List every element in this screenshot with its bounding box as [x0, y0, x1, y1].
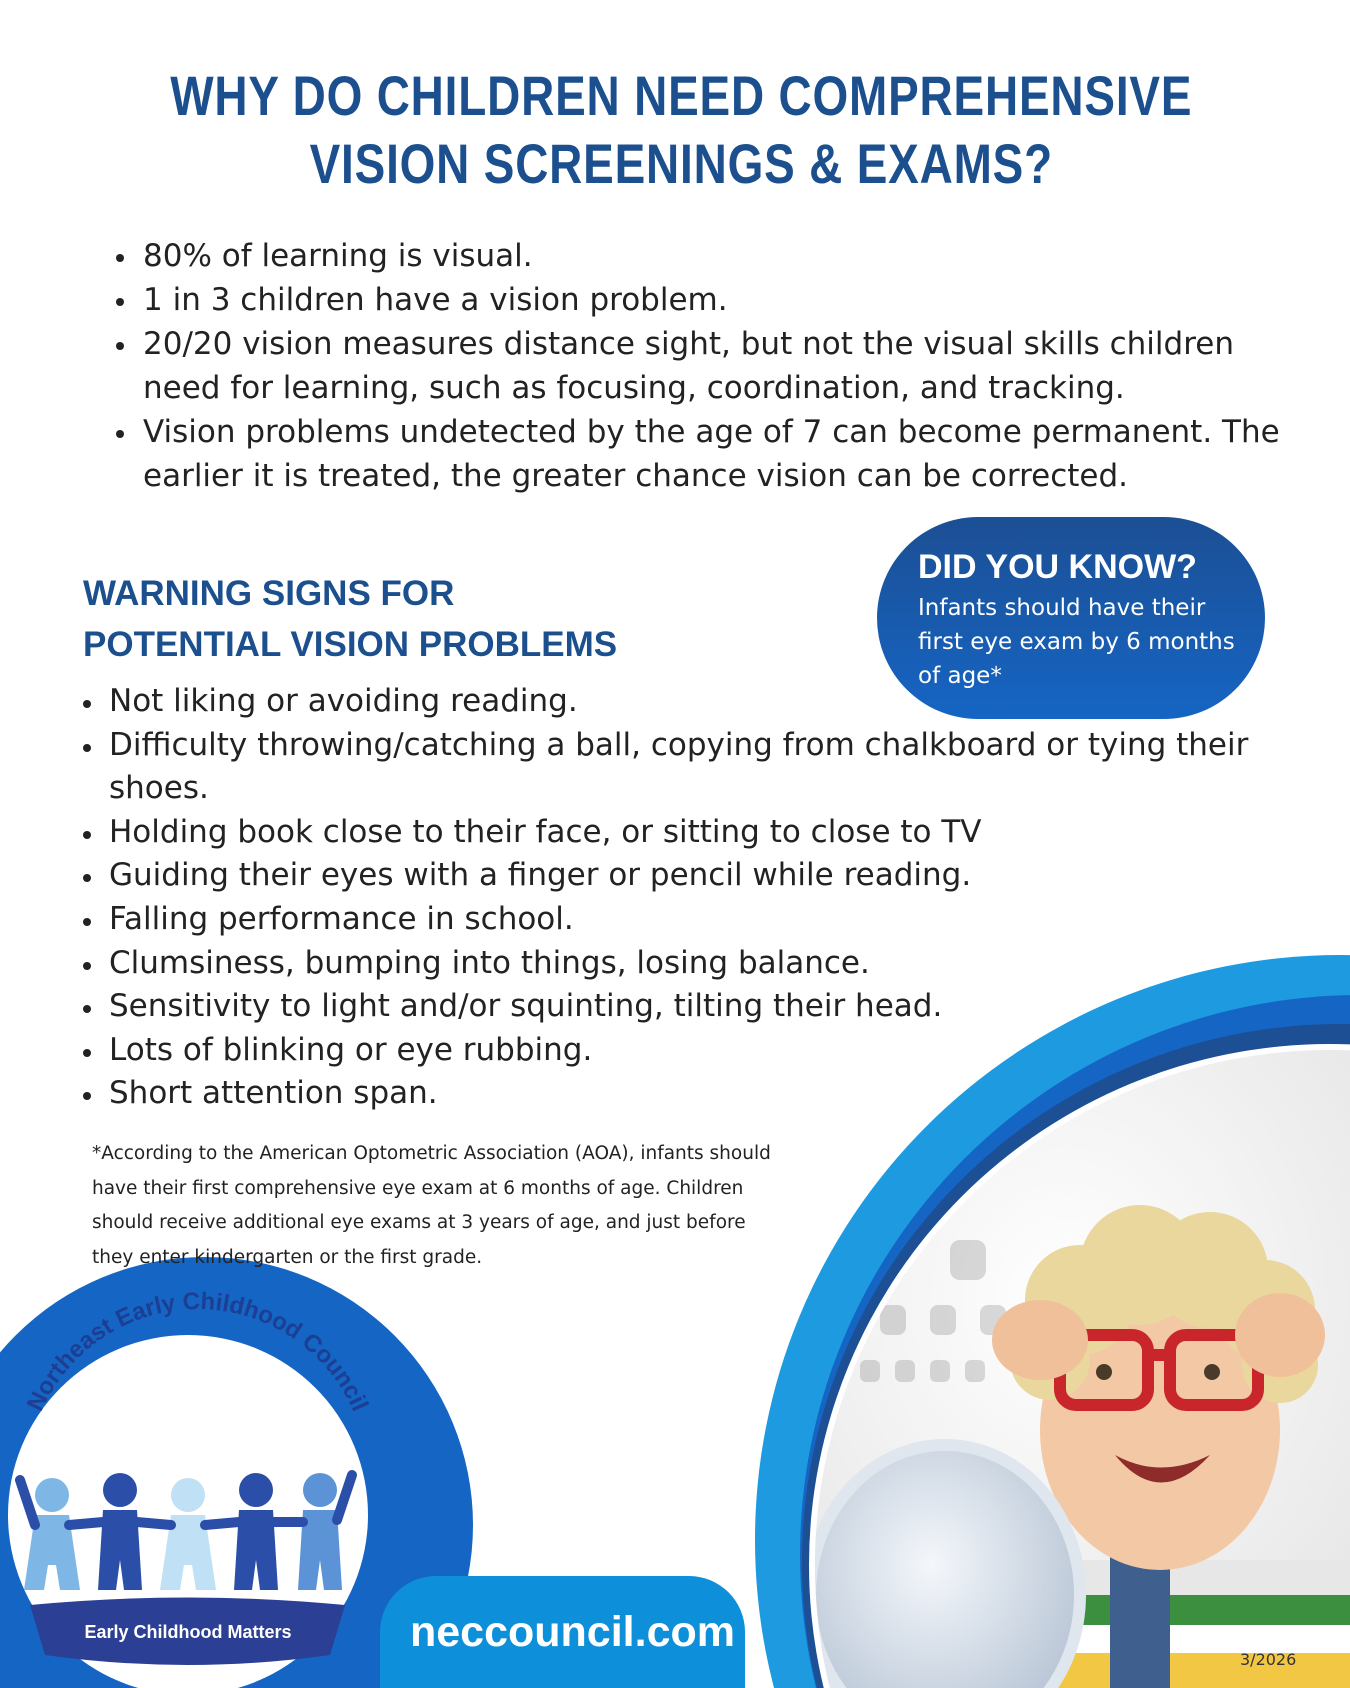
warning-item: Sensitivity to light and/or squinting, tilting their head. — [80, 985, 1260, 1029]
website-link[interactable]: neccouncil.com — [380, 1576, 745, 1688]
warning-heading — [83, 568, 617, 670]
fact-item: 1 in 3 children have a vision problem. — [112, 278, 1292, 322]
warning-heading-line-2: POTENTIAL VISION PROBLEMS — [83, 625, 618, 664]
warning-item: Falling performance in school. — [80, 898, 1260, 942]
warning-heading-line-1: WARNING SIGNS FOR — [83, 574, 455, 613]
title-line-1: WHY DO CHILDREN NEED COMPREHENSIVE — [170, 64, 1193, 127]
fact-item: 20/20 vision measures distance sight, but not the visual skills children need for learning, such as focusing, coordination, and tracking. — [112, 322, 1292, 410]
warning-item: Not liking or avoiding reading. — [80, 680, 1260, 724]
warning-item: Clumsiness, bumping into things, losing balance. — [80, 942, 1260, 986]
title-line-2: VISION SCREENINGS & EXAMS? — [309, 132, 1053, 195]
child-photo — [780, 1040, 1350, 1688]
svg-text:Northeast Early Childhood Coun: Northeast Early Childhood Council — [21, 1290, 374, 1416]
footnote: *According to the American Optometric Association (AOA), infants should have their first comprehensive eye exam at 6 months of age. Children should receive additional eye exams at 3 years of age, and just before they enter kindergarten or the first grade. — [92, 1143, 771, 1268]
revision-date: 3/2026 — [1240, 1650, 1297, 1669]
facts-list — [112, 234, 1292, 498]
fact-item: 80% of learning is visual. — [112, 234, 1292, 278]
warning-item: Guiding their eyes with a finger or pencil while reading. — [80, 854, 1260, 898]
council-logo — [0, 1290, 410, 1688]
did-you-know-text: Infants should have their first eye exam by 6 months of age* — [918, 595, 1235, 689]
page-title — [128, 62, 1235, 198]
warning-item: Holding book close to their face, or sitting to close to TV — [80, 811, 1260, 855]
warning-signs-list — [80, 680, 1260, 1116]
warning-item: Lots of blinking or eye rubbing. — [80, 1029, 1260, 1073]
warning-item: Difficulty throwing/catching a ball, copying from chalkboard or tying their shoes. — [80, 724, 1260, 811]
warning-item: Short attention span. — [80, 1072, 1260, 1116]
did-you-know-title: DID YOU KNOW? — [918, 548, 1197, 586]
fact-item: Vision problems undetected by the age of 7 can become permanent. The earlier it is treated, the greater chance vision can be corrected. — [112, 410, 1292, 498]
logo-banner-text: Early Childhood Matters — [84, 1622, 292, 1642]
